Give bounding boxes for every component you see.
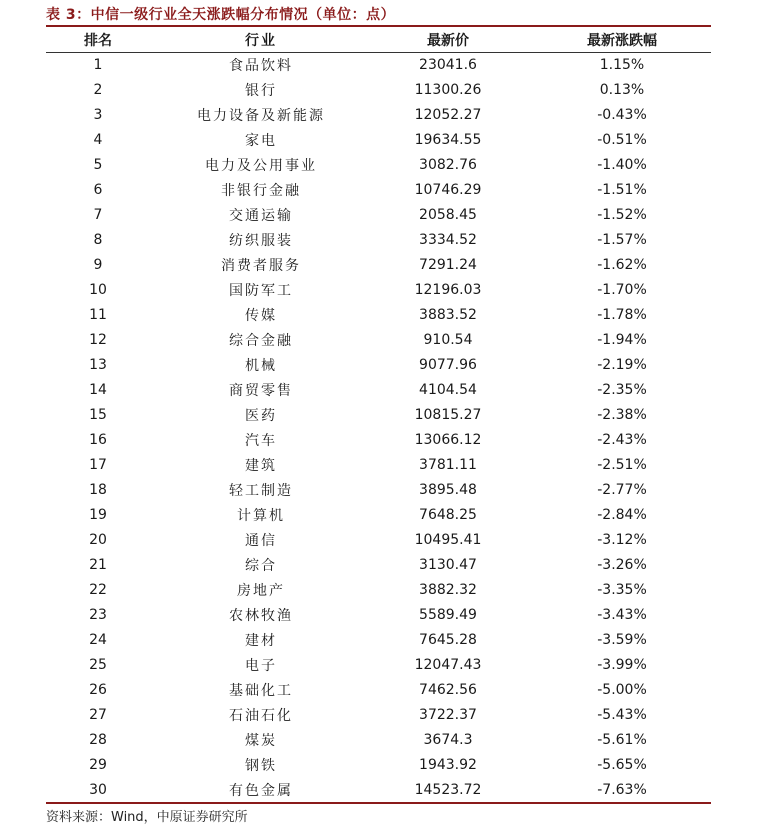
cell-rank: 20 [89,531,107,548]
cell-price: 2058.45 [419,207,477,224]
cell-rank: 4 [93,132,103,149]
cell-industry: 传媒 [245,308,277,325]
table-row [46,677,711,702]
cell-change: -3.26% [597,556,647,573]
header-industry: 行业 [245,32,277,49]
header-rank: 排名 [84,32,112,49]
cell-change: -2.77% [597,481,647,498]
cell-change: -5.61% [597,731,647,748]
cell-change: -3.99% [597,656,647,673]
table-row [46,627,711,652]
cell-price: 11300.26 [414,82,482,99]
cell-rank: 11 [89,307,107,324]
table-row [46,53,711,78]
cell-price: 12052.27 [414,107,482,124]
cell-change: -1.62% [597,257,647,274]
table-row [46,153,711,178]
cell-rank: 9 [93,257,103,274]
cell-industry: 农林牧渔 [229,607,293,624]
cell-change: -1.57% [597,232,647,249]
cell-change: -0.43% [597,107,647,124]
cell-industry: 国防军工 [229,283,293,300]
cell-industry: 建材 [245,632,277,649]
cell-change: 1.15% [599,57,645,74]
table-row [46,228,711,253]
cell-industry: 电力设备及新能源 [197,108,325,125]
cell-rank: 13 [89,357,107,374]
cell-industry: 钢铁 [245,757,277,774]
cell-change: -1.40% [597,157,647,174]
cell-industry: 基础化工 [229,682,293,699]
cell-price: 3883.52 [419,307,477,324]
table-body [46,53,711,802]
cell-industry: 交通运输 [229,208,293,225]
cell-rank: 3 [93,107,103,124]
table-row [46,453,711,478]
table-row [46,203,711,228]
table-row [46,378,711,403]
cell-rank: 1 [93,57,103,74]
cell-price: 19634.55 [414,132,482,149]
cell-industry: 商贸零售 [229,383,293,400]
cell-price: 4104.54 [419,382,477,399]
cell-rank: 27 [89,706,107,723]
cell-change: -2.51% [597,456,647,473]
table-row [46,602,711,627]
cell-change: -5.43% [597,706,647,723]
table-header [46,27,711,53]
table-row [46,577,711,602]
cell-rank: 26 [89,681,107,698]
table-row [46,328,711,353]
cell-industry: 通信 [245,532,277,549]
table-bottom-rule [46,802,711,804]
cell-price: 7291.24 [419,257,477,274]
cell-change: -5.65% [597,756,647,773]
cell-rank: 23 [89,606,107,623]
cell-price: 12196.03 [414,282,482,299]
table-row [46,278,711,303]
cell-rank: 14 [89,382,107,399]
cell-change: -0.51% [597,132,647,149]
cell-industry: 房地产 [237,582,285,599]
cell-industry: 石油石化 [229,707,293,724]
header-price: 最新价 [427,32,469,49]
cell-industry: 轻工制造 [229,482,293,499]
cell-change: -1.94% [597,332,647,349]
cell-rank: 24 [89,631,107,648]
cell-price: 12047.43 [414,656,482,673]
cell-industry: 煤炭 [245,732,277,749]
table-row [46,752,711,777]
cell-industry: 电子 [245,657,277,674]
cell-industry: 建筑 [245,457,277,474]
cell-industry: 汽车 [245,433,277,450]
table-row [46,353,711,378]
cell-rank: 29 [89,756,107,773]
cell-change: -2.35% [597,382,647,399]
table-row [46,103,711,128]
cell-change: -7.63% [597,781,647,798]
cell-price: 23041.6 [419,57,477,74]
table-row [46,502,711,527]
cell-price: 10495.41 [414,531,482,548]
table-row [46,428,711,453]
table-row [46,303,711,328]
cell-industry: 非银行金融 [221,183,301,200]
cell-rank: 25 [89,656,107,673]
cell-rank: 5 [93,157,103,174]
header-change: 最新涨跌幅 [587,32,657,49]
cell-industry: 有色金属 [229,782,293,799]
cell-industry: 消费者服务 [221,258,301,275]
cell-price: 7645.28 [419,631,477,648]
cell-price: 14523.72 [414,781,482,798]
table-row [46,777,711,802]
table-row [46,652,711,677]
cell-rank: 8 [93,232,103,249]
cell-rank: 7 [93,207,103,224]
table-row [46,403,711,428]
cell-rank: 12 [89,332,107,349]
cell-price: 3882.32 [419,581,477,598]
cell-price: 3082.76 [419,157,477,174]
cell-industry: 食品饮料 [229,58,293,75]
cell-change: -1.70% [597,282,647,299]
cell-price: 10815.27 [414,407,482,424]
cell-price: 9077.96 [419,357,477,374]
cell-price: 7462.56 [419,681,477,698]
cell-industry: 电力及公用事业 [205,158,317,175]
cell-rank: 19 [89,506,107,523]
cell-change: -1.78% [597,307,647,324]
cell-change: -3.12% [597,531,647,548]
table-row [46,78,711,103]
cell-industry: 综合金融 [229,333,293,350]
cell-price: 1943.92 [419,756,477,773]
table-row [46,527,711,552]
cell-industry: 家电 [245,133,277,150]
cell-price: 7648.25 [419,506,477,523]
cell-change: -3.35% [597,581,647,598]
cell-price: 13066.12 [414,432,482,449]
cell-industry: 机械 [245,358,277,375]
cell-price: 3334.52 [419,232,477,249]
cell-change: -2.19% [597,357,647,374]
cell-change: -3.59% [597,631,647,648]
cell-change: -2.84% [597,506,647,523]
cell-change: -1.52% [597,207,647,224]
cell-rank: 2 [93,82,103,99]
cell-rank: 28 [89,731,107,748]
cell-rank: 21 [89,556,107,573]
table-row [46,128,711,153]
cell-industry: 银行 [245,83,277,100]
cell-change: -5.00% [597,681,647,698]
table-row [46,477,711,502]
cell-price: 3895.48 [419,481,477,498]
table-row [46,727,711,752]
cell-change: -3.43% [597,606,647,623]
table-row [46,552,711,577]
source-note: 资料来源：Wind，中原证券研究所 [46,810,248,825]
cell-industry: 计算机 [237,507,285,524]
cell-change: -2.43% [597,432,647,449]
cell-rank: 6 [93,182,103,199]
table-row [46,702,711,727]
cell-rank: 18 [89,481,107,498]
cell-change: 0.13% [599,82,645,99]
cell-change: -1.51% [597,182,647,199]
cell-rank: 30 [89,781,107,798]
cell-industry: 综合 [245,557,277,574]
cell-price: 3781.11 [419,456,477,473]
cell-price: 3130.47 [419,556,477,573]
cell-price: 3674.3 [423,731,473,748]
cell-rank: 16 [89,432,107,449]
cell-rank: 10 [89,282,107,299]
cell-industry: 纺织服装 [229,233,293,250]
table-row [46,178,711,203]
cell-rank: 15 [89,407,107,424]
table-caption: 表 3：中信一级行业全天涨跌幅分布情况（单位：点） [46,7,396,23]
cell-price: 3722.37 [419,706,477,723]
cell-rank: 22 [89,581,107,598]
cell-rank: 17 [89,456,107,473]
cell-price: 910.54 [423,332,473,349]
table-row [46,253,711,278]
cell-price: 10746.29 [414,182,482,199]
cell-price: 5589.49 [419,606,477,623]
cell-change: -2.38% [597,407,647,424]
cell-industry: 医药 [245,408,277,425]
